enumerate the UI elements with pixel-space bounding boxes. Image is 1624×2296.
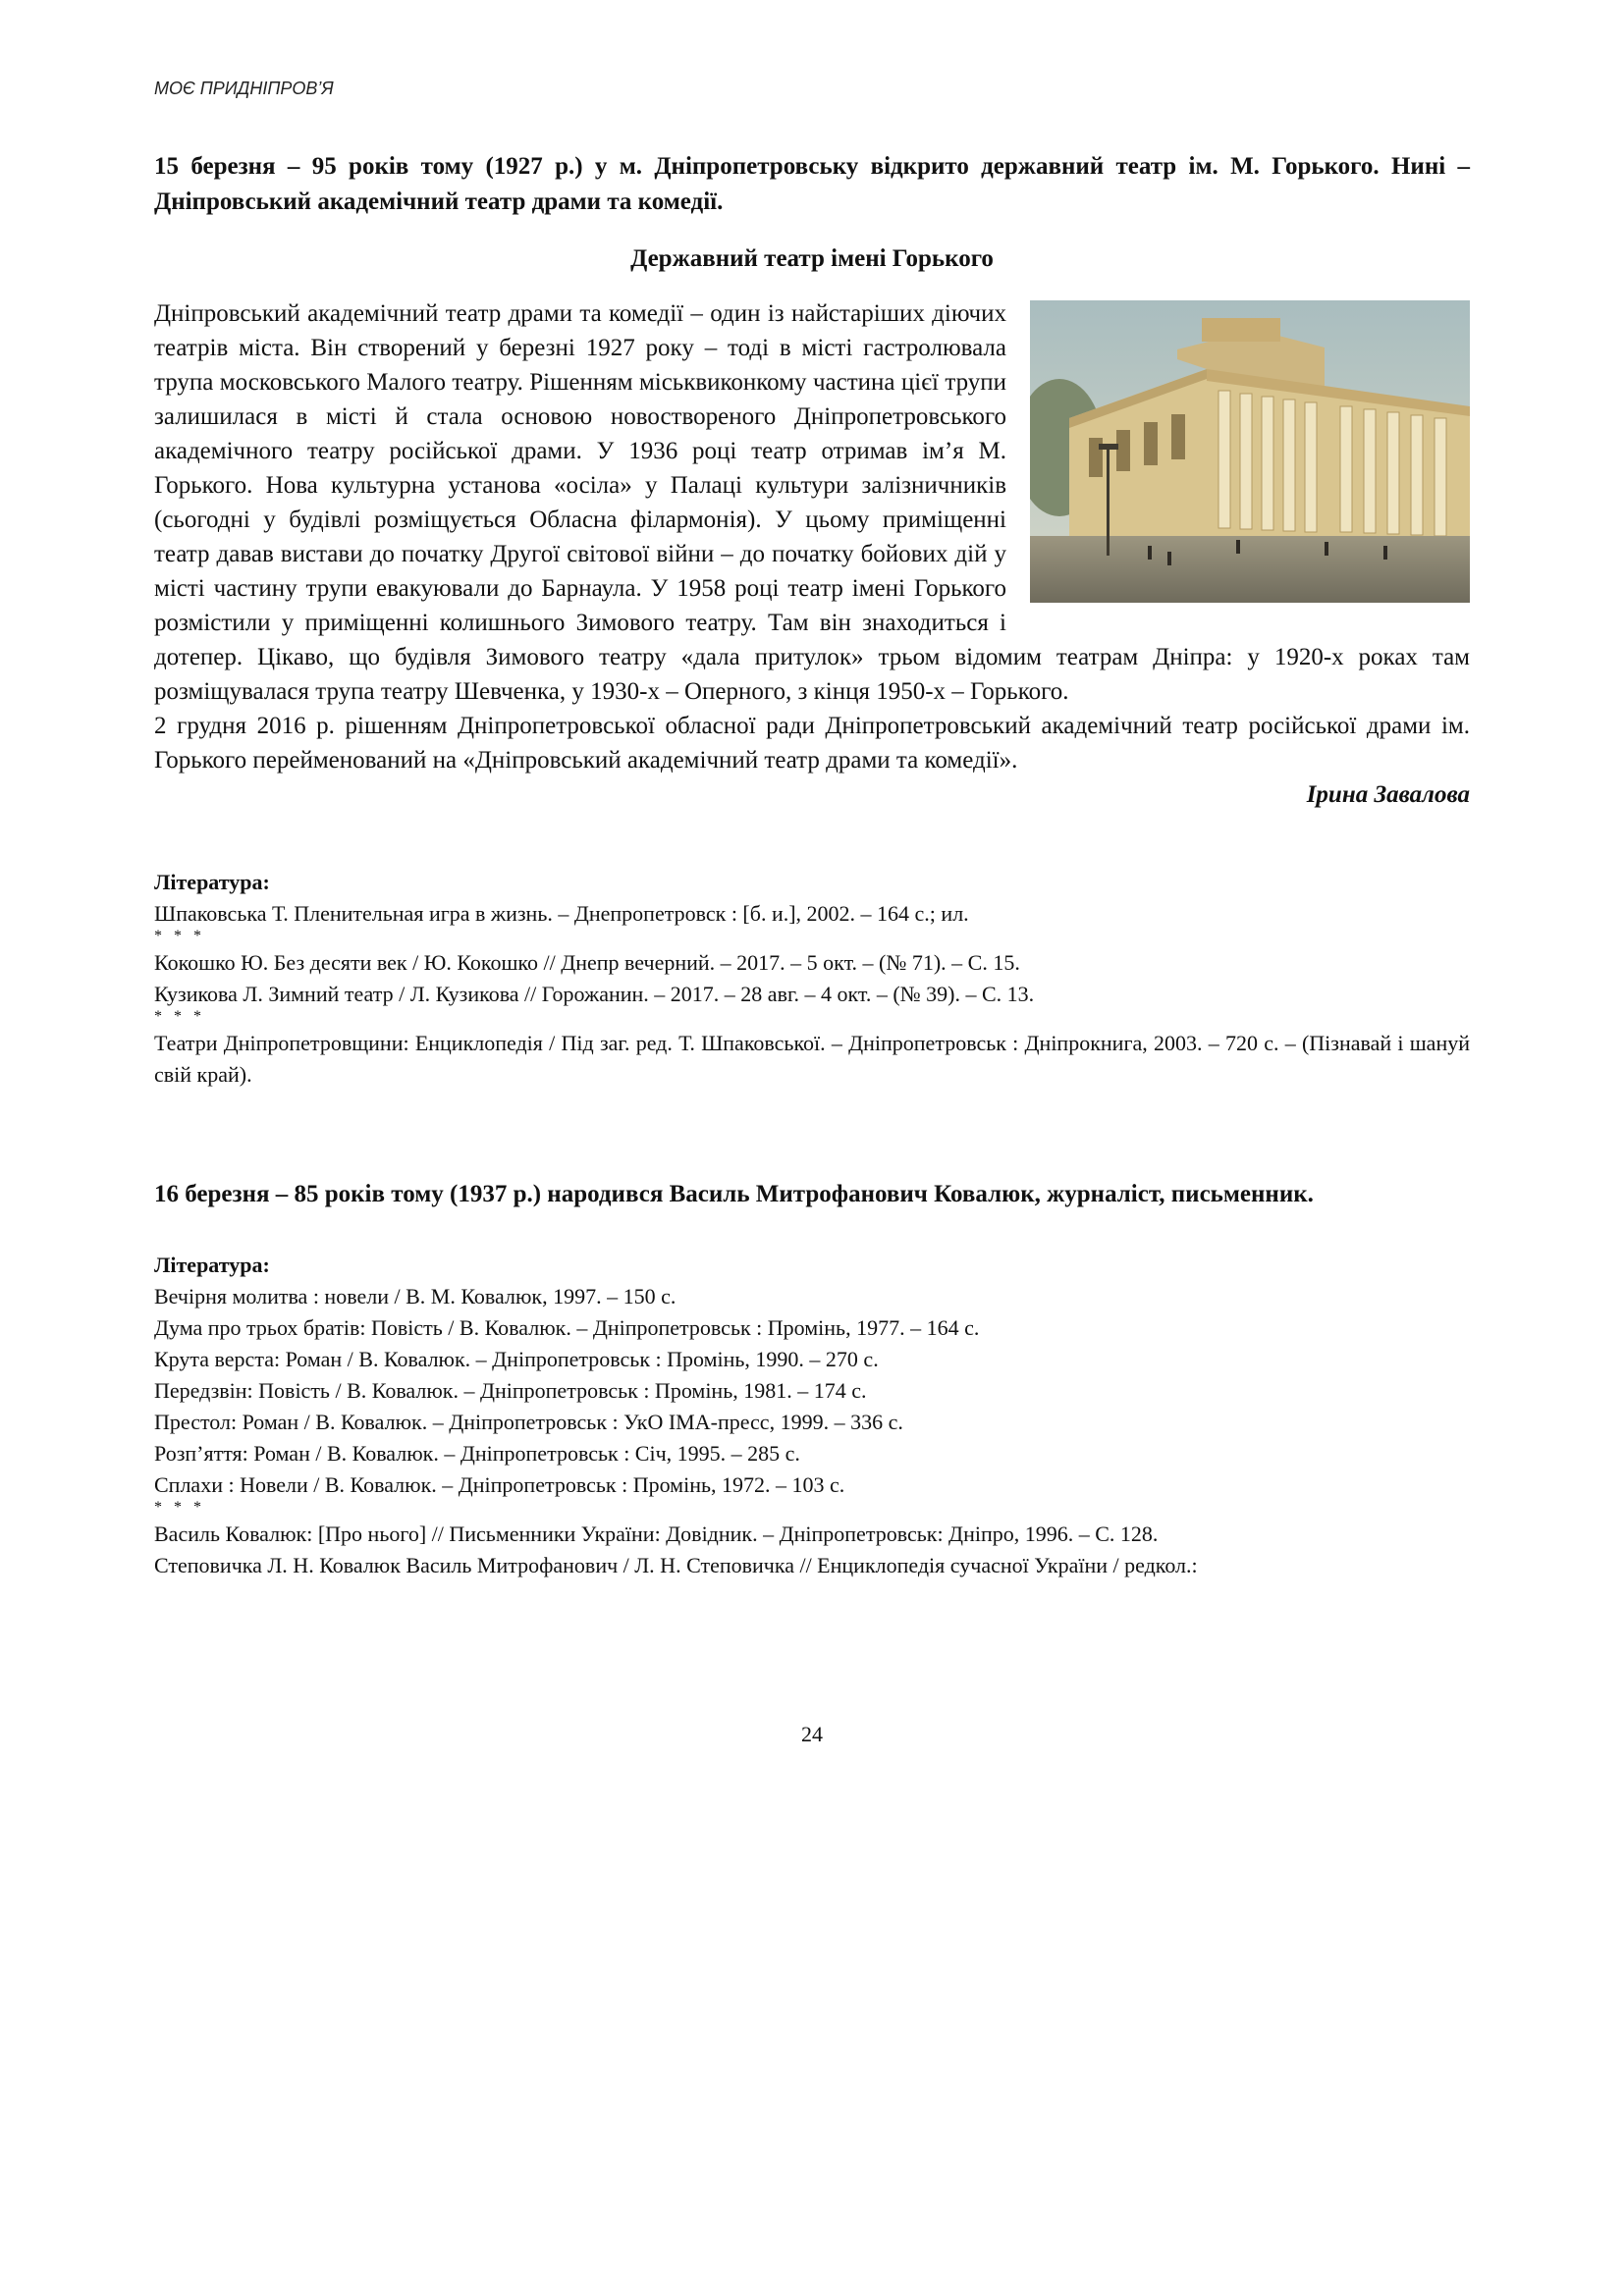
theatre-building-photo xyxy=(1030,300,1470,603)
article-1-author: Ірина Завалова xyxy=(1306,781,1470,808)
literature-item: Престол: Роман / В. Ковалюк. – Дніпропетровськ : УкО ІМА-пресс, 1999. – 336 с. xyxy=(154,1410,903,1434)
literature-item: Театри Дніпропетровщини: Енциклопедія / Під заг. ред. Т. Шпаковської. – Дніпропетровськ : Дніпрокнига, 2003. – 720 с. – (Пізнавай і шануй свій край). xyxy=(154,1031,1470,1087)
article-1-subtitle: Державний театр імені Горького xyxy=(630,245,994,272)
literature-item: Передзвін: Повість / В. Ковалюк. – Дніпропетровськ : Промінь, 1981. – 174 с. xyxy=(154,1378,867,1403)
literature-item: Василь Ковалюк: [Про нього] // Письменники України: Довідник. – Дніпропетровськ: Дніпро, 1996. – С. 128. xyxy=(154,1522,1159,1546)
page-number: 24 xyxy=(801,1722,823,1746)
article-1-paragraph-1: Дніпровський академічний театр драми та комедії – один із найстаріших діючих театрів міста. Він створений у березні 1927 року – тоді в місті гастролювала трупа московського Малого театру. Рішенням міськвиконкому частина цієї трупи залишилася в місті й стала основою новоствореного Дніпропетровського академічного театру російської драми. У 1936 році театр отримав ім’я М. Горького. Нова культурна установа «осіла» у Палаці культури залізничників (сьогодні у будівлі розміщується Обласна філармонія). У цьому приміщенні театр давав вистави до початку Другої світової війни – до початку бойових дій у місті частину трупи евакуювали до Барнаула. У 1958 році театр імені Горького розмістили у приміщенні колишнього Зимового театру. Там він знаходиться і дотепер. Цікаво, що будівля Зимового театру «дала притулок» трьом відомим театрам Дніпра: у 1920-х роках там розміщувалася трупа театру Шевченка, у 1930-х – Оперного, з кінця 1950-х – Горького. xyxy=(154,300,1470,705)
theatre-illustration xyxy=(1030,300,1470,603)
literature-item: Вечірня молитва : новели / В. М. Ковалюк, 1997. – 150 с. xyxy=(154,1284,677,1308)
article-2-title: 16 березня – 85 років тому (1937 р.) народився Василь Митрофанович Ковалюк, журналіст, письменник. xyxy=(154,1181,1314,1207)
literature-item: Сплахи : Новели / В. Ковалюк. – Дніпропетровськ : Промінь, 1972. – 103 с. xyxy=(154,1472,845,1497)
literature-item: Кокошко Ю. Без десяти век / Ю. Кокошко // Днепр вечерний. – 2017. – 5 окт. – (№ 71). – С. 15. xyxy=(154,950,1020,975)
article-1-title: 15 березня – 95 років тому (1927 р.) у м. Дніпропетровську відкрито державний театр ім. М. Горького. Нині – Дніпровський академічний театр драми та комедії. xyxy=(154,153,1470,215)
running-header: МОЄ ПРИДНІПРОВ’Я xyxy=(154,79,334,98)
literature-item: Кузикова Л. Зимний театр / Л. Кузикова // Горожанин. – 2017. – 28 авг. – 4 окт. – (№ 39). – С. 13. xyxy=(154,982,1035,1006)
literature-separator: * * * xyxy=(154,1499,205,1516)
literature-item: Крута верста: Роман / В. Ковалюк. – Дніпропетровськ : Промінь, 1990. – 270 с. xyxy=(154,1347,879,1371)
literature-item: Дума про трьох братів: Повість / В. Ковалюк. – Дніпропетровськ : Промінь, 1977. – 164 с. xyxy=(154,1315,980,1340)
article-2-literature-heading: Література: xyxy=(154,1253,270,1277)
literature-separator: * * * xyxy=(154,1008,205,1025)
literature-item: Шпаковська Т. Пленительная игра в жизнь. – Днепропетровск : [б. и.], 2002. – 164 с.; ил. xyxy=(154,901,969,926)
literature-separator: * * * xyxy=(154,928,205,944)
literature-item: Степовичка Л. Н. Ковалюк Василь Митрофанович / Л. Н. Степовичка // Енциклопедія сучасної України / редкол.: xyxy=(154,1553,1198,1577)
article-1-paragraph-2: 2 грудня 2016 р. рішенням Дніпропетровської обласної ради Дніпропетровський академічний театр російської драми ім. Горького перейменований на «Дніпровський академічний театр драми та комедії». xyxy=(154,713,1470,774)
article-1-literature-heading: Література: xyxy=(154,870,270,894)
page-content xyxy=(154,149,1470,1581)
literature-item: Розп’яття: Роман / В. Ковалюк. – Дніпропетровськ : Січ, 1995. – 285 с. xyxy=(154,1441,800,1466)
